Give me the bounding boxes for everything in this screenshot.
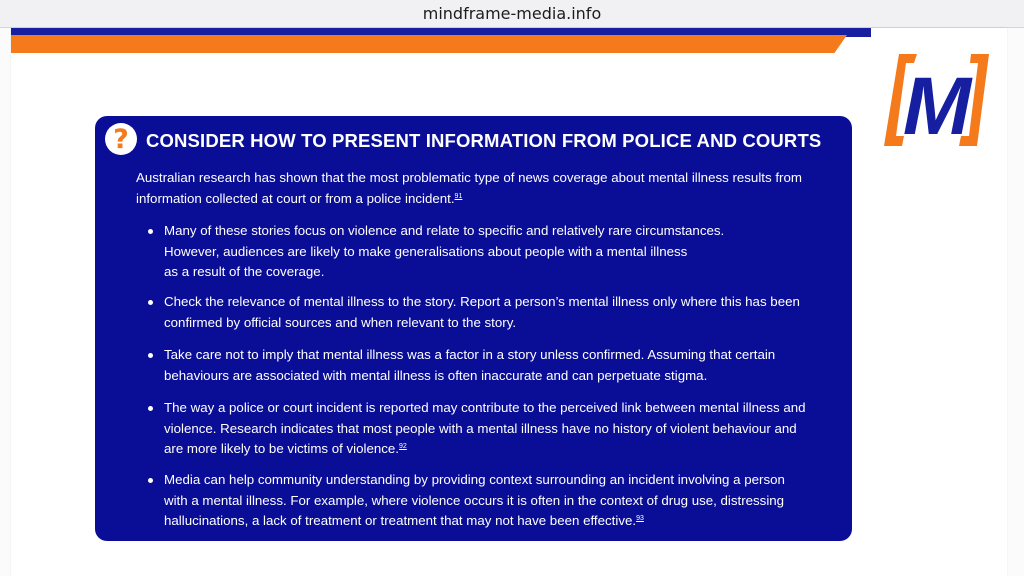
bullet-item: Take care not to imply that mental illness was a factor in a story unless confirmed. Assuming that certain behaviours are associated with mental illness is often inaccurate and can perpetuate stigma.: [164, 345, 844, 386]
mindframe-logo: [881, 50, 999, 150]
bullet-item: Many of these stories focus on violence and relate to specific and relatively rare circumstances. However, audiences are likely to make generalisations about people with a mental illness as a result of the coverage.: [164, 221, 844, 283]
header-stripe-orange: [11, 35, 847, 53]
intro-paragraph: Australian research has shown that the most problematic type of news coverage about mental illness results from information collected at court or from a police incident.$^{91}$: [136, 170, 802, 206]
logo-letter: M: [902, 61, 972, 150]
footnote-ref[interactable]: 93: [636, 515, 644, 522]
question-icon: ?: [105, 123, 137, 155]
panel-heading: CONSIDER HOW TO PRESENT INFORMATION FROM POLICE AND COURTS: [146, 130, 822, 151]
address-bar[interactable]: [0, 0, 1024, 28]
bullet-item: Check the relevance of mental illness to the story. Report a person’s mental illness only where this has been confirmed by official sources and when relevant to the story.: [164, 292, 844, 333]
footnote-ref[interactable]: 91: [454, 192, 463, 200]
bullet-item: Media can help community understanding by providing context surrounding an incident involving a person with a mental illness. For example, where violence occurs it is often in the context of drug use, distressing hallucinations, a lack of treatment or treatment that may not have been effective.$^{93}$: [164, 470, 844, 532]
bullet-item: The way a police or court incident is reported may contribute to the perceived link between mental illness and violence. Research indicates that most people with a mental illness have no history of violent behaviour and are more likely to be victims of violence.$^{92}$: [164, 398, 844, 460]
url-text: mindframe-media.info: [422, 4, 602, 23]
footnote-ref[interactable]: 92: [399, 443, 407, 450]
page-viewport: [0, 28, 1024, 576]
document-page: [11, 28, 1007, 576]
info-panel: [95, 116, 852, 541]
